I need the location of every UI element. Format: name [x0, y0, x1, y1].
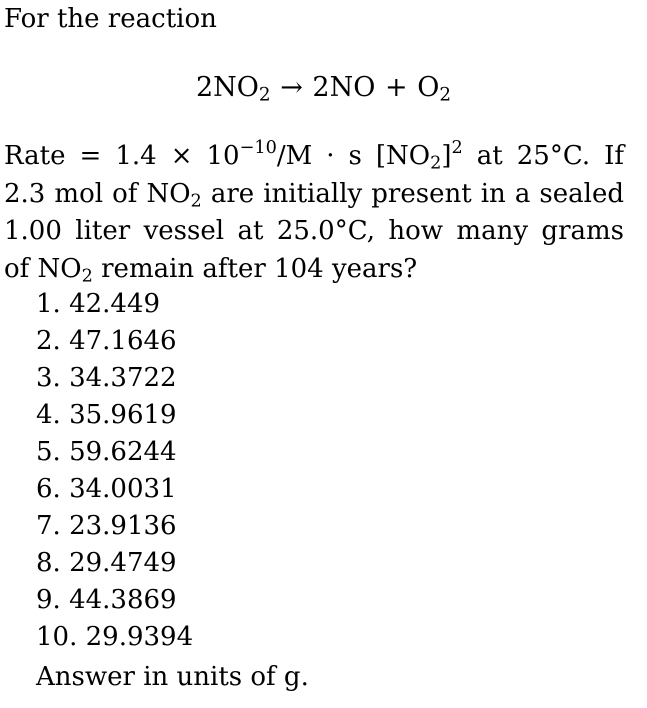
rate-condition-text: at 25°C. If: [462, 141, 624, 171]
problem-line-2-a: 2.3 mol of NO: [4, 178, 191, 209]
rate-bracket-close: ]: [441, 141, 452, 171]
answer-units-note: Answer in units of g.: [36, 662, 309, 692]
problem-statement: [4, 138, 624, 288]
reactant-subscript: 2: [258, 84, 271, 106]
answer-choice[interactable]: 4. 35.9619: [36, 400, 177, 430]
rate-law-text: Rate = 1.4 × 10: [4, 141, 240, 171]
product2-subscript: 2: [439, 84, 452, 106]
problem-line-4-b: remain after 104 years?: [92, 253, 418, 284]
product1-formula: NO: [329, 72, 376, 103]
answer-choice[interactable]: 3. 34.3722: [36, 363, 177, 393]
reactant-coefficient: 2: [195, 72, 214, 103]
problem-line-3: 1.00 liter vessel at 25.0°C, how many grams: [4, 216, 624, 246]
reactant-formula: NO: [213, 72, 259, 103]
problem-line-1: [4, 138, 624, 176]
rate-no2-subscript: 2: [430, 153, 442, 174]
rate-units-text: /M · s [NO: [276, 141, 431, 171]
reaction-equation: [0, 70, 647, 106]
problem-line-4: [4, 251, 624, 289]
problem-line-2-subscript: 2: [190, 190, 202, 211]
problem-line-4-a: of NO: [4, 253, 82, 284]
answer-choices-list: [36, 286, 193, 656]
reaction-arrow: →: [280, 72, 303, 103]
answer-choice[interactable]: 10. 29.9394: [36, 622, 194, 652]
product2-formula: O: [417, 72, 440, 103]
answer-choice[interactable]: 6. 34.0031: [36, 474, 177, 504]
answer-choice[interactable]: 1. 42.449: [36, 289, 161, 319]
answer-choice[interactable]: 9. 44.3869: [36, 585, 177, 615]
problem-line-2: [4, 176, 624, 214]
problem-line-2-b: are initially present in a sealed: [201, 178, 624, 209]
rate-order-superscript: 2: [451, 138, 463, 159]
problem-line-4-subscript: 2: [81, 265, 93, 286]
plus-sign: +: [384, 72, 408, 103]
answer-choice[interactable]: 7. 23.9136: [36, 511, 177, 541]
answer-choice[interactable]: 2. 47.1646: [36, 326, 177, 356]
answer-choice[interactable]: 8. 29.4749: [36, 548, 177, 578]
product1-coefficient: 2: [312, 72, 330, 103]
intro-text: For the reaction: [4, 4, 217, 34]
answer-choice[interactable]: 5. 59.6244: [36, 437, 177, 467]
rate-exponent: −10: [239, 138, 277, 159]
